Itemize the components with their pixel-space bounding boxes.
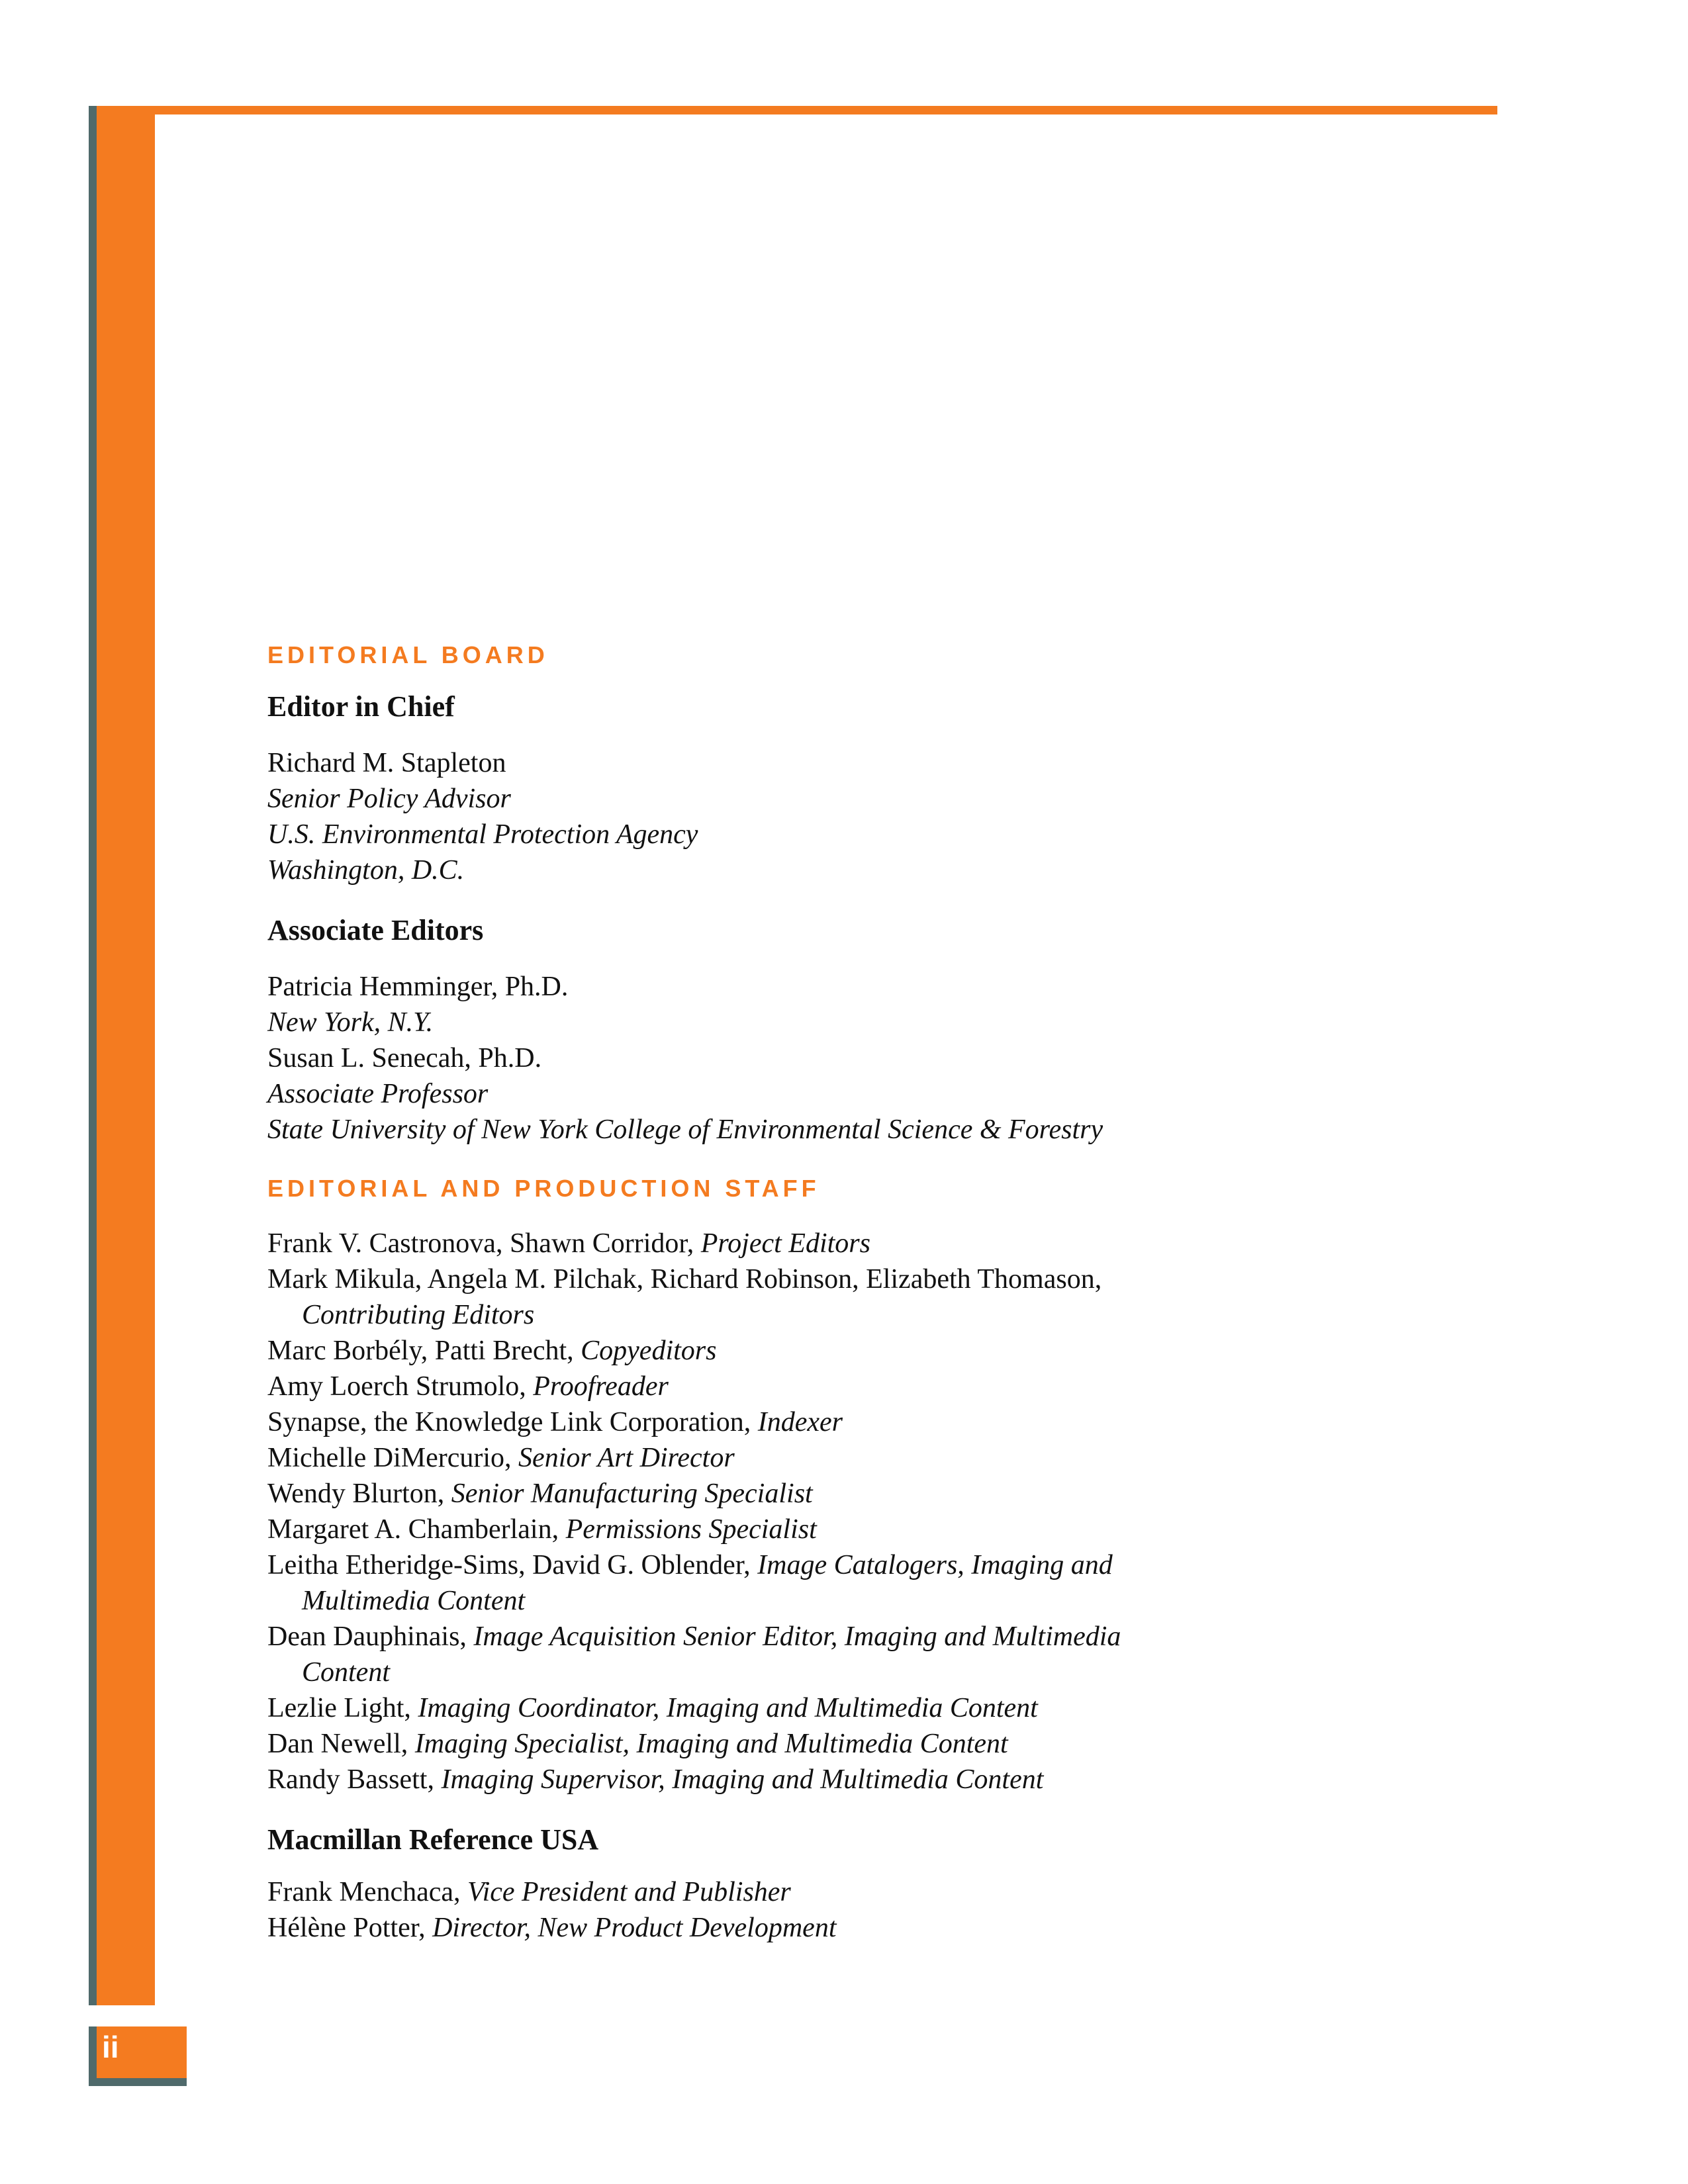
staff-entry: Michelle DiMercurio, Senior Art Director	[267, 1443, 735, 1473]
staff-entry: Frank V. Castronova, Shawn Corridor, Project Editors	[267, 1228, 870, 1259]
associate-editors-heading: Associate Editors	[267, 914, 484, 946]
editorial-board-heading: EDITORIAL BOARD	[267, 641, 549, 668]
page-number: ii	[102, 2030, 119, 2064]
editor-in-chief-name: Richard M. Stapleton	[267, 748, 506, 778]
top-orange-rule	[97, 106, 1497, 114]
left-gray-bar	[89, 106, 97, 2005]
staff-entry: Dan Newell, Imaging Specialist, Imaging and Multimedia Content	[267, 1729, 1008, 1759]
staff-entry: Mark Mikula, Angela M. Pilchak, Richard Robinson, Elizabeth Thomason,	[267, 1264, 1102, 1295]
staff-entry: Synapse, the Knowledge Link Corporation, Indexer	[267, 1407, 843, 1437]
staff-entry: Randy Bassett, Imaging Supervisor, Imaging and Multimedia Content	[267, 1764, 1044, 1795]
editor-in-chief-position: Senior Policy Advisor	[267, 784, 511, 814]
staff-entry: Leitha Etheridge-Sims, David G. Oblender, Image Catalogers, Imaging and	[267, 1550, 1113, 1580]
staff-entry: Amy Loerch Strumolo, Proofreader	[267, 1371, 669, 1402]
editor-in-chief-location: Washington, D.C.	[267, 855, 465, 886]
publisher-heading: Macmillan Reference USA	[267, 1823, 599, 1856]
editor-in-chief-heading: Editor in Chief	[267, 690, 455, 723]
staff-heading: EDITORIAL AND PRODUCTION STAFF	[267, 1175, 820, 1202]
folio-bottom-edge	[89, 2078, 187, 2086]
staff-entry: Dean Dauphinais, Image Acquisition Senior Editor, Imaging and Multimedia	[267, 1621, 1121, 1652]
folio-gray-edge	[89, 2026, 97, 2086]
staff-entry: Wendy Blurton, Senior Manufacturing Specialist	[267, 1479, 813, 1509]
staff-entry-continuation: Multimedia Content	[302, 1586, 526, 1616]
staff-entry-continuation: Content	[302, 1657, 390, 1688]
left-orange-bar	[97, 106, 155, 2005]
editor-in-chief-organization: U.S. Environmental Protection Agency	[267, 819, 698, 850]
staff-entry-continuation: Contributing Editors	[302, 1300, 535, 1330]
associate-editor-location: New York, N.Y.	[267, 1007, 434, 1038]
publisher-entry: Hélène Potter, Director, New Product Development	[267, 1913, 837, 1943]
associate-editor-name: Susan L. Senecah, Ph.D.	[267, 1043, 542, 1073]
staff-entry: Marc Borbély, Patti Brecht, Copyeditors	[267, 1336, 717, 1366]
staff-list	[267, 1226, 1492, 1797]
associate-editor-position: Associate Professor	[267, 1079, 489, 1109]
staff-entry: Lezlie Light, Imaging Coordinator, Imaging and Multimedia Content	[267, 1693, 1038, 1723]
associate-editor-institution: State University of New York College of Environmental Science & Forestry	[267, 1115, 1103, 1145]
associate-editor-name: Patricia Hemminger, Ph.D.	[267, 972, 569, 1002]
staff-entry: Margaret A. Chamberlain, Permissions Specialist	[267, 1514, 817, 1545]
publisher-entry: Frank Menchaca, Vice President and Publisher	[267, 1877, 791, 1907]
masthead-content	[267, 643, 1492, 1946]
